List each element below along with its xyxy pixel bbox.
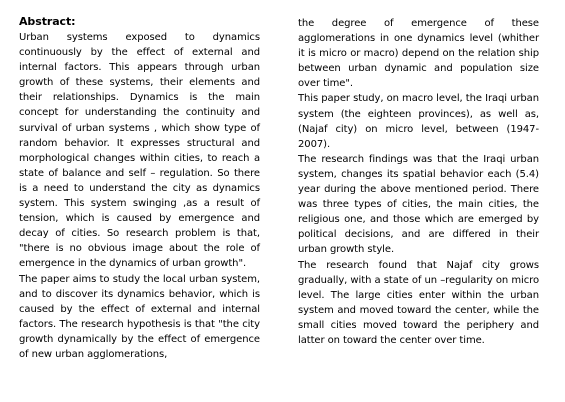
abstract-paragraph: The paper aims to study the local urban system, and to discover its dynamics behavior, which is caused by the effect of external and internal factors. The research hypothesis is that "the city growth dynamically by the effect of emergence of new urban agglomerations, (19, 273, 260, 360)
abstract-paragraph: This paper study, on macro level, the Iraqi urban system (the eighteen provinces), as well as, (Najaf city) on micro level, between (1947-2007). (298, 93, 539, 150)
abstract-right-column (298, 16, 539, 348)
abstract-paragraph: The research found that Najaf city grows gradually, with a state of un –regularity on micro level. The large cities enter within the urban system and moved toward the center, while the small cities moved toward the periphery and latter on toward the center over time. (298, 259, 539, 346)
abstract-paragraph: The research findings was that the Iraqi urban system, changes its spatial behavior each (5.4) year during the above mentioned period. There was three types of cities, the main cities, the religious one, and those which are emerged by political decisions, and are differed in their urban growth style. (298, 153, 539, 256)
abstract-paragraph: the degree of emergence of these agglomerations in one dynamics level (whither it is micro or macro) depend on the relation ship between urban dynamic and population size over time". (298, 18, 539, 90)
abstract-left-column (19, 14, 260, 362)
abstract-paragraph: Urban systems exposed to dynamics continuously by the effect of external and internal factors. This appears through urban growth of these systems, their elements and their relationships. Dynamics is the main concept for understanding the continuity and survival of urban systems , which show type of random behavior. It expresses structural and morphological changes within cities, to reach a state of balance and self – regulation. So there is a need to understand the city as dynamics system. This system swinging ,as a result of tension, which is caused by emergence and decay of cities. So research problem is that, "there is no obvious image about the role of emergence in the dynamics of urban growth". (19, 32, 260, 270)
abstract-heading: Abstract: (19, 15, 76, 28)
